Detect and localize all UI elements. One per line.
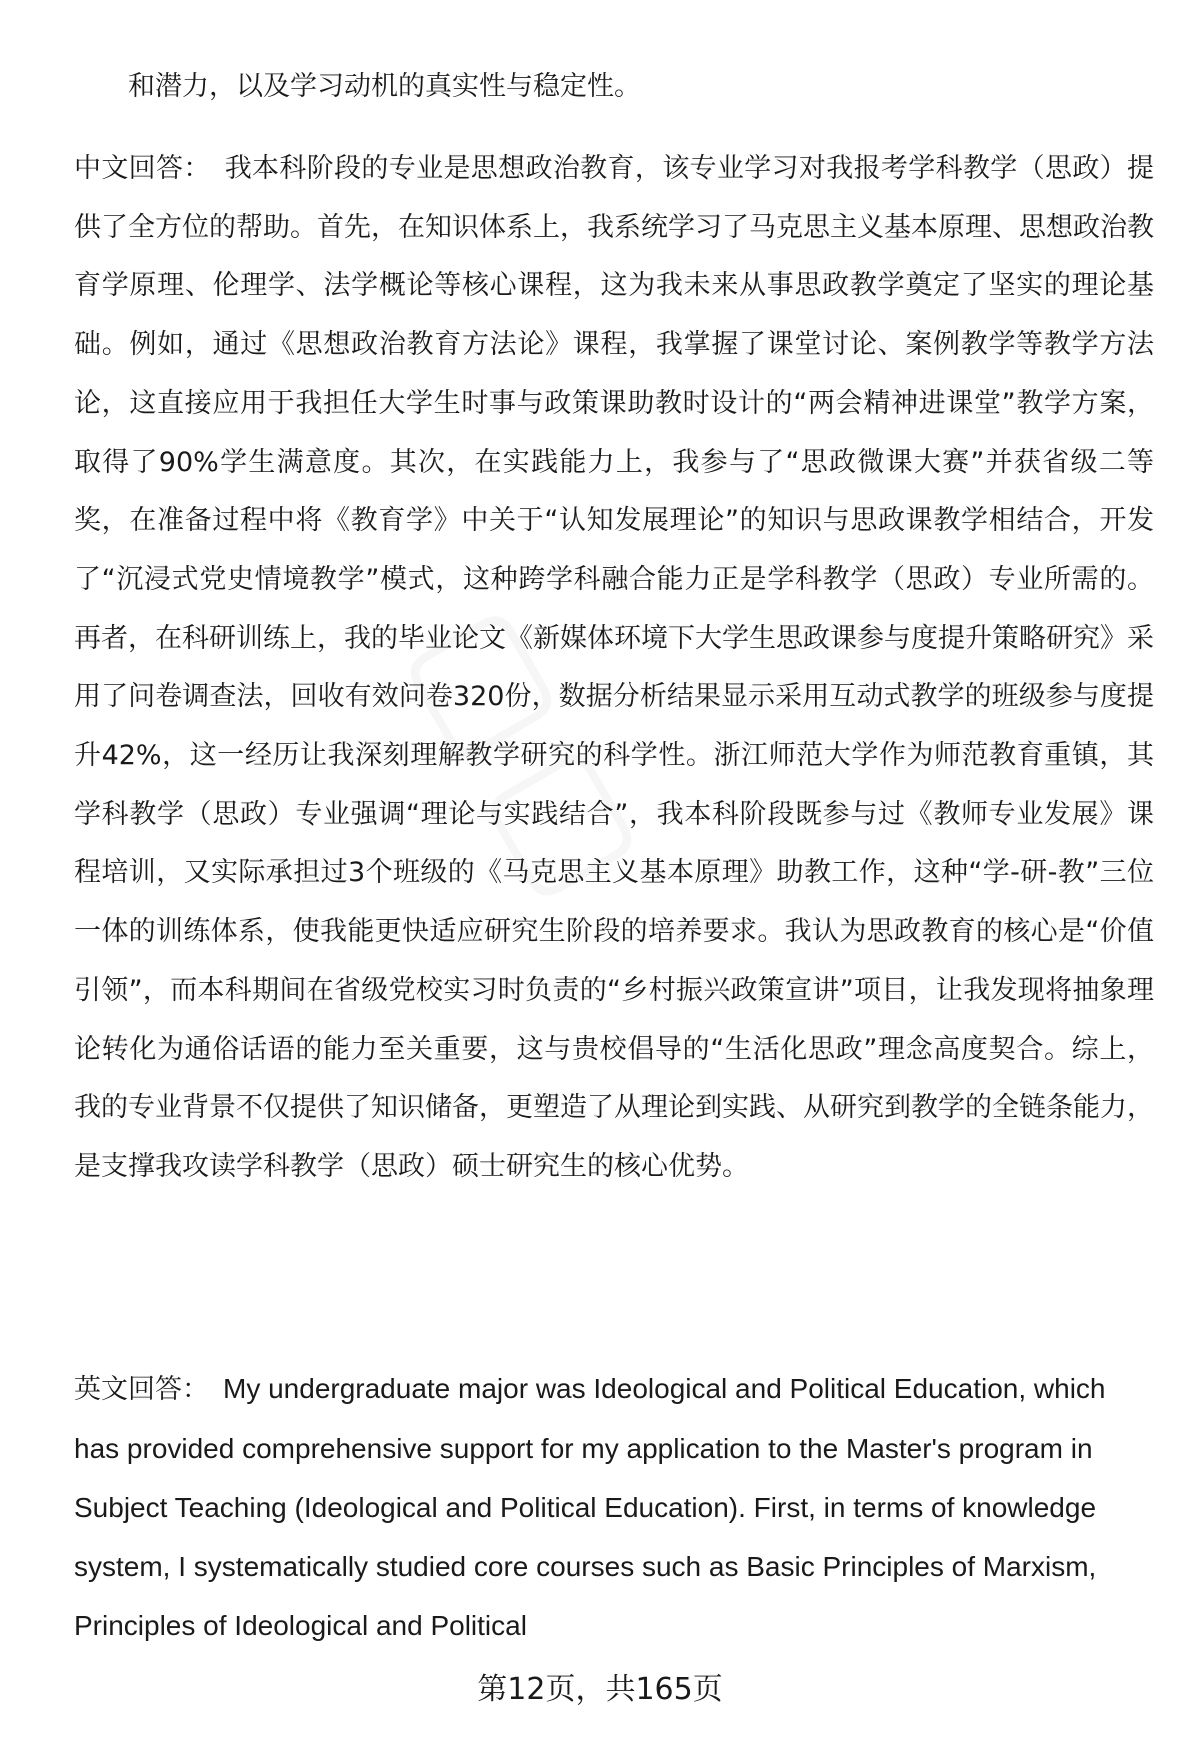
english-answer-text: My undergraduate major was Ideological and Political Education, which has provided comprehensive support for my application to the Master's program in Subject Teaching (Ideological and Political Education). First, in terms of knowledge system, I systematically studied core courses such as Basic Principles of Marxism, Principles of Ideological and Political: [74, 1373, 1106, 1641]
page-number-footer: 第12页，共165页: [477, 1672, 723, 1707]
chinese-answer-label: 中文回答：: [74, 153, 211, 184]
english-answer-paragraph: [74, 1359, 1154, 1655]
chinese-answer-text: 我本科阶段的专业是思想政治教育，该专业学习对我报考学科教学（思政）提供了全方位的帮助。首先，在知识体系上，我系统学习了马克思主义基本原理、思想政治教育学原理、伦理学、法学概论等核心课程，这为我未来从事思政教学奠定了坚实的理论基础。例如，通过《思想政治教育方法论》课程，我掌握了课堂讨论、案例教学等教学方法论，这直接应用于我担任大学生时事与政策课助教时设计的“两会精神进课堂”教学方案，取得了90%学生满意度。其次，在实践能力上，我参与了“思政微课大赛”并获省级二等奖，在准备过程中将《教育学》中关于“认知发展理论”的知识与思政课教学相结合，开发了“沉浸式党史情境教学”模式，这种跨学科融合能力正是学科教学（思政）专业所需的。再者，在科研训练上，我的毕业论文《新媒体环境下大学生思政课参与度提升策略研究》采用了问卷调查法，回收有效问卷320份，数据分析结果显示采用互动式教学的班级参与度提升42%，这一经历让我深刻理解教学研究的科学性。浙江师范大学作为师范教育重镇，其学科教学（思政）专业强调“理论与实践结合”，我本科阶段既参与过《教师专业发展》课程培训，又实际承担过3个班级的《马克思主义基本原理》助教工作，这种“学-研-教”三位一体的训练体系，使我能更快适应研究生阶段的培养要求。我认为思政教育的核心是“价值引领”，而本科期间在省级党校实习时负责的“乡村振兴政策宣讲”项目，让我发现将抽象理论转化为通俗话语的能力至关重要，这与贵校倡导的“生活化思政”理念高度契合。综上，我的专业背景不仅提供了知识储备，更塑造了从理论到实践、从研究到教学的全链条能力，是支撑我攻读学科教学（思政）硕士研究生的核心优势。: [74, 153, 1155, 1182]
chinese-answer-paragraph: [74, 140, 1154, 1197]
continued-paragraph: 和潜力，以及学习动机的真实性与稳定性。: [128, 71, 641, 102]
english-answer-label: 英文回答：: [74, 1374, 209, 1405]
